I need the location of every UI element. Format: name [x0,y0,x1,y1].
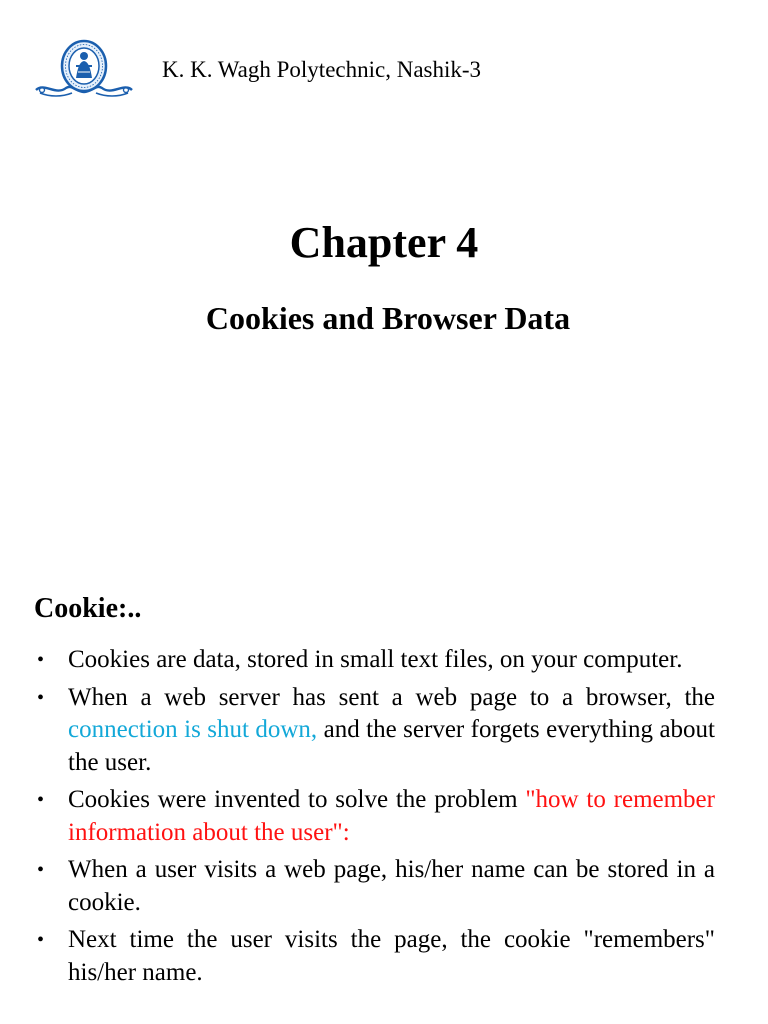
chapter-title: Chapter 4 [289,218,479,267]
bullet-text: When a web server has sent a web page to a browser, the [68,683,715,711]
bullet-icon: • [37,859,45,881]
list-item [34,784,715,849]
bullet-icon: • [37,929,45,951]
bullet-icon: • [37,649,45,671]
list-item [34,644,715,677]
bullet-highlight-blue: connection is shut down, [68,716,318,743]
page-header [32,38,732,100]
institute-name: K. K. Wagh Polytechnic, Nashik-3 [162,57,482,82]
bullet-text: Next time the user visits the page, the cookie "remembers" his/her name. [68,926,715,986]
bullet-text: When a user visits a web page, his/her name can be stored in a cookie. [68,856,715,916]
bullet-icon: • [37,789,45,811]
bullet-highlight-red: "how to remember information about the user": [68,786,715,846]
bullet-text: Cookies were invented to solve the problem [68,786,526,813]
bullet-list [34,644,715,994]
list-item [34,924,715,989]
college-emblem-logo [32,38,136,98]
section-heading: Cookie:.. [34,593,142,624]
chapter-subtitle: Cookies and Browser Data [205,300,571,336]
list-item [34,854,715,919]
bullet-text: Cookies are data, stored in small text files, on your computer. [68,646,683,673]
bullet-icon: • [37,686,45,709]
bullet-text: and the server forgets everything about the user. [68,716,715,776]
list-item [34,682,715,780]
